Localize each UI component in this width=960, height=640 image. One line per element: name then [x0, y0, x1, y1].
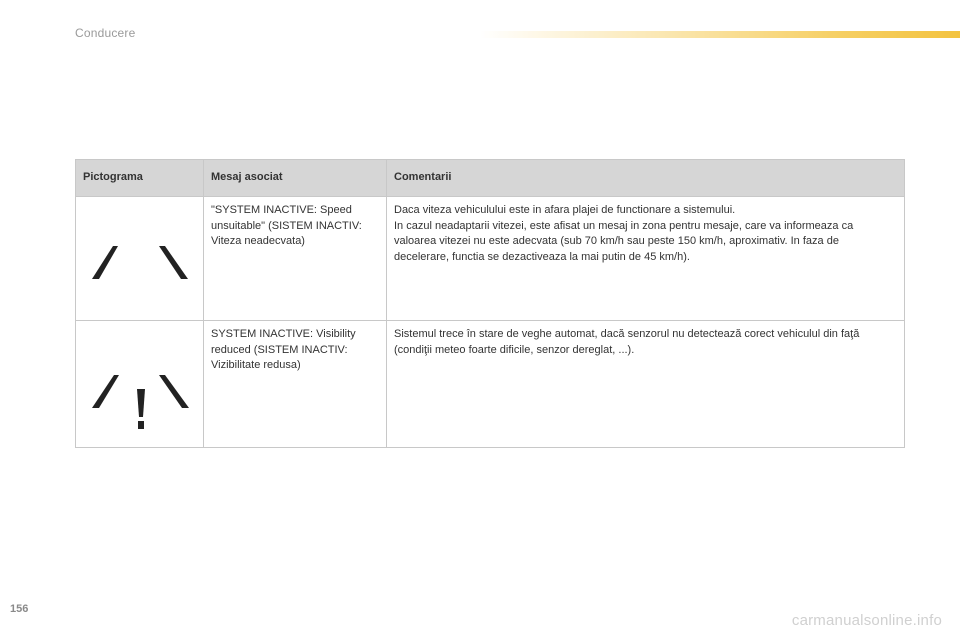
column-header-pictogram: Pictograma — [76, 160, 204, 197]
pictogram-cell — [76, 321, 204, 448]
info-table — [75, 159, 905, 448]
watermark: carmanualsonline.info — [791, 612, 942, 629]
speed-unsuitable-icon — [86, 197, 196, 321]
comment-cell: Daca viteza vehiculului este in afara plajei de functionare a sistemului. In cazul neadaptarii vitezei, este afisat un mesaj in zona pentru mesaje, care va informeaza ca valoarea vitezei nu este adecvata (sub 70 km/h sau peste 150 km/h, aproximativ. In faza de decelerare, functia se dezactiveaza la mai putin de 45 km/h). — [387, 197, 905, 321]
page-number: 156 — [10, 603, 29, 615]
visibility-reduced-icon — [86, 321, 196, 448]
table-row — [76, 321, 905, 448]
pictogram-cell — [76, 197, 204, 321]
comment-cell: Sistemul trece în stare de veghe automat, dacă senzorul nu detectează corect vehiculul din faţă (condiţii meteo foarte dificile, senzor dereglat, ...). — [387, 321, 905, 448]
table-header-row — [76, 160, 905, 197]
table-row — [76, 197, 905, 321]
message-cell: "SYSTEM INACTIVE: Speed unsuitable" (SISTEM INACTIV: Viteza neadecvata) — [204, 197, 387, 321]
column-header-message: Mesaj asociat — [204, 160, 387, 197]
column-header-comment: Comentarii — [387, 160, 905, 197]
message-cell: SYSTEM INACTIVE: Visibility reduced (SISTEM INACTIV: Vizibilitate redusa) — [204, 321, 387, 448]
header-accent-bar — [480, 31, 960, 38]
section-title: Conducere — [75, 26, 136, 40]
